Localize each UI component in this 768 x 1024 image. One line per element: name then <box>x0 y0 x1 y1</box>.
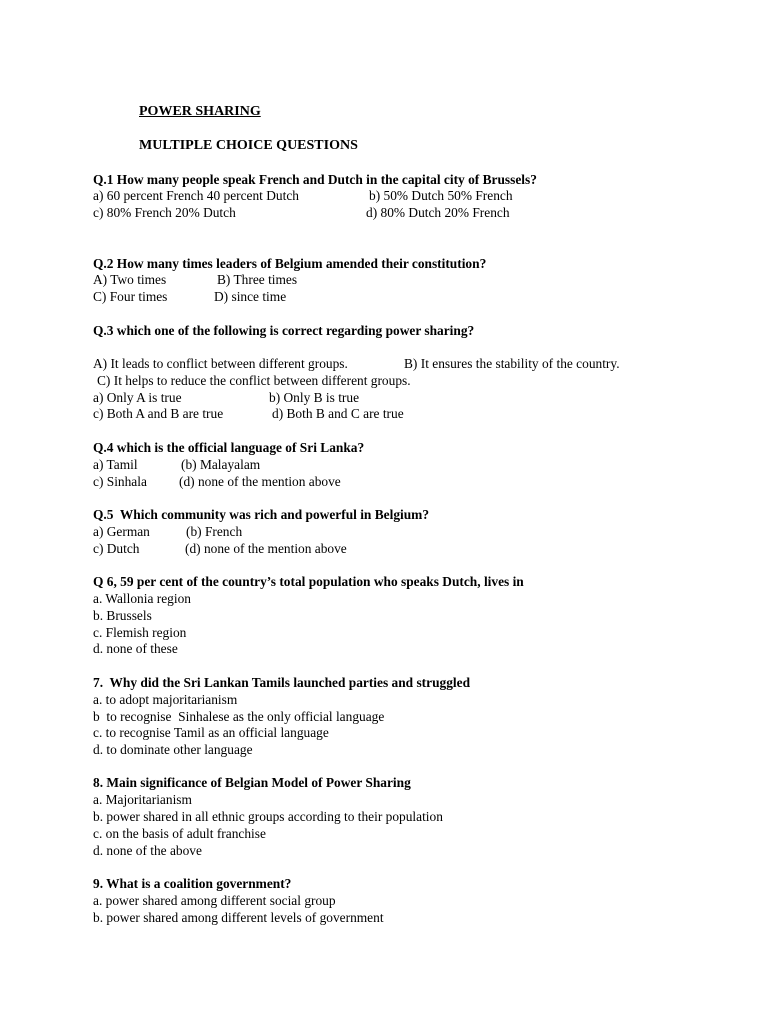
option-b: B) Three times <box>217 272 298 287</box>
document-title: POWER SHARING <box>139 104 261 119</box>
option-b: b) Only B is true <box>269 390 360 405</box>
option-a: a. Wallonia region <box>93 591 191 606</box>
question-1: Q.1 How many people speak French and Dutch in the capital city of Brussels? <box>93 172 537 187</box>
option-b: b to recognise Sinhalese as the only official language <box>93 709 385 724</box>
question-2: Q.2 How many times leaders of Belgium amended their constitution? <box>93 256 487 271</box>
option-row <box>93 456 261 473</box>
option-d: d) Both B and C are true <box>272 406 404 421</box>
question-5: Q.5 Which community was rich and powerful in Belgium? <box>93 507 430 522</box>
option-row <box>93 204 510 221</box>
option-d: D) since time <box>214 289 287 304</box>
option-c: c) Both A and B are true <box>93 406 224 421</box>
question-4: Q.4 which is the official language of Sri Lanka? <box>93 440 365 455</box>
option-d: d. none of these <box>93 641 178 656</box>
option-d: (d) none of the mention above <box>179 474 341 489</box>
option-d: d) 80% Dutch 20% French <box>366 205 510 220</box>
option-b: (b) French <box>186 524 243 539</box>
option-c: c. to recognise Tamil as an official language <box>93 725 329 740</box>
option-c: c) Dutch <box>93 541 140 556</box>
question-3: Q.3 which one of the following is correct regarding power sharing? <box>93 323 475 338</box>
option-d: (d) none of the mention above <box>185 541 347 556</box>
option-b: b. Brussels <box>93 608 152 623</box>
option-a: a) Tamil <box>93 457 138 472</box>
option-row <box>93 187 513 204</box>
document-subtitle: MULTIPLE CHOICE QUESTIONS <box>139 138 358 153</box>
option-row <box>93 389 360 406</box>
question-7: 7. Why did the Sri Lankan Tamils launched parties and struggled <box>93 675 471 690</box>
option-row <box>93 288 287 305</box>
option-c: c) Sinhala <box>93 474 147 489</box>
option-a: a) Only A is true <box>93 390 182 405</box>
option-b: b. power shared among different levels of government <box>93 910 384 925</box>
option-c: c) 80% French 20% Dutch <box>93 205 236 220</box>
option-c: C) Four times <box>93 289 168 304</box>
option-a: a) 60 percent French 40 percent Dutch <box>93 188 299 203</box>
option-d: d. none of the above <box>93 843 202 858</box>
option-a: a) German <box>93 524 150 539</box>
option-c: c. on the basis of adult franchise <box>93 826 266 841</box>
option-a: a. Majoritarianism <box>93 792 192 807</box>
question-9: 9. What is a coalition government? <box>93 876 292 891</box>
statement-row <box>93 355 620 372</box>
option-a: a. to adopt majoritarianism <box>93 692 238 707</box>
option-row <box>93 473 341 490</box>
option-row <box>93 405 404 422</box>
option-row <box>93 271 298 288</box>
statement-b: B) It ensures the stability of the country. <box>404 356 620 371</box>
question-6: Q 6, 59 per cent of the country’s total population who speaks Dutch, lives in <box>93 574 524 589</box>
question-8: 8. Main significance of Belgian Model of Power Sharing <box>93 775 411 790</box>
option-row <box>93 523 243 540</box>
option-b: (b) Malayalam <box>181 457 261 472</box>
option-a: A) Two times <box>93 272 167 287</box>
option-b: b. power shared in all ethnic groups according to their population <box>93 809 443 824</box>
option-d: d. to dominate other language <box>93 742 253 757</box>
option-b: b) 50% Dutch 50% French <box>369 188 513 203</box>
statement-a: A) It leads to conflict between different groups. <box>93 356 348 371</box>
option-c: c. Flemish region <box>93 625 187 640</box>
option-a: a. power shared among different social group <box>93 893 336 908</box>
option-row <box>93 540 347 557</box>
statement-c: C) It helps to reduce the conflict between different groups. <box>97 373 411 388</box>
